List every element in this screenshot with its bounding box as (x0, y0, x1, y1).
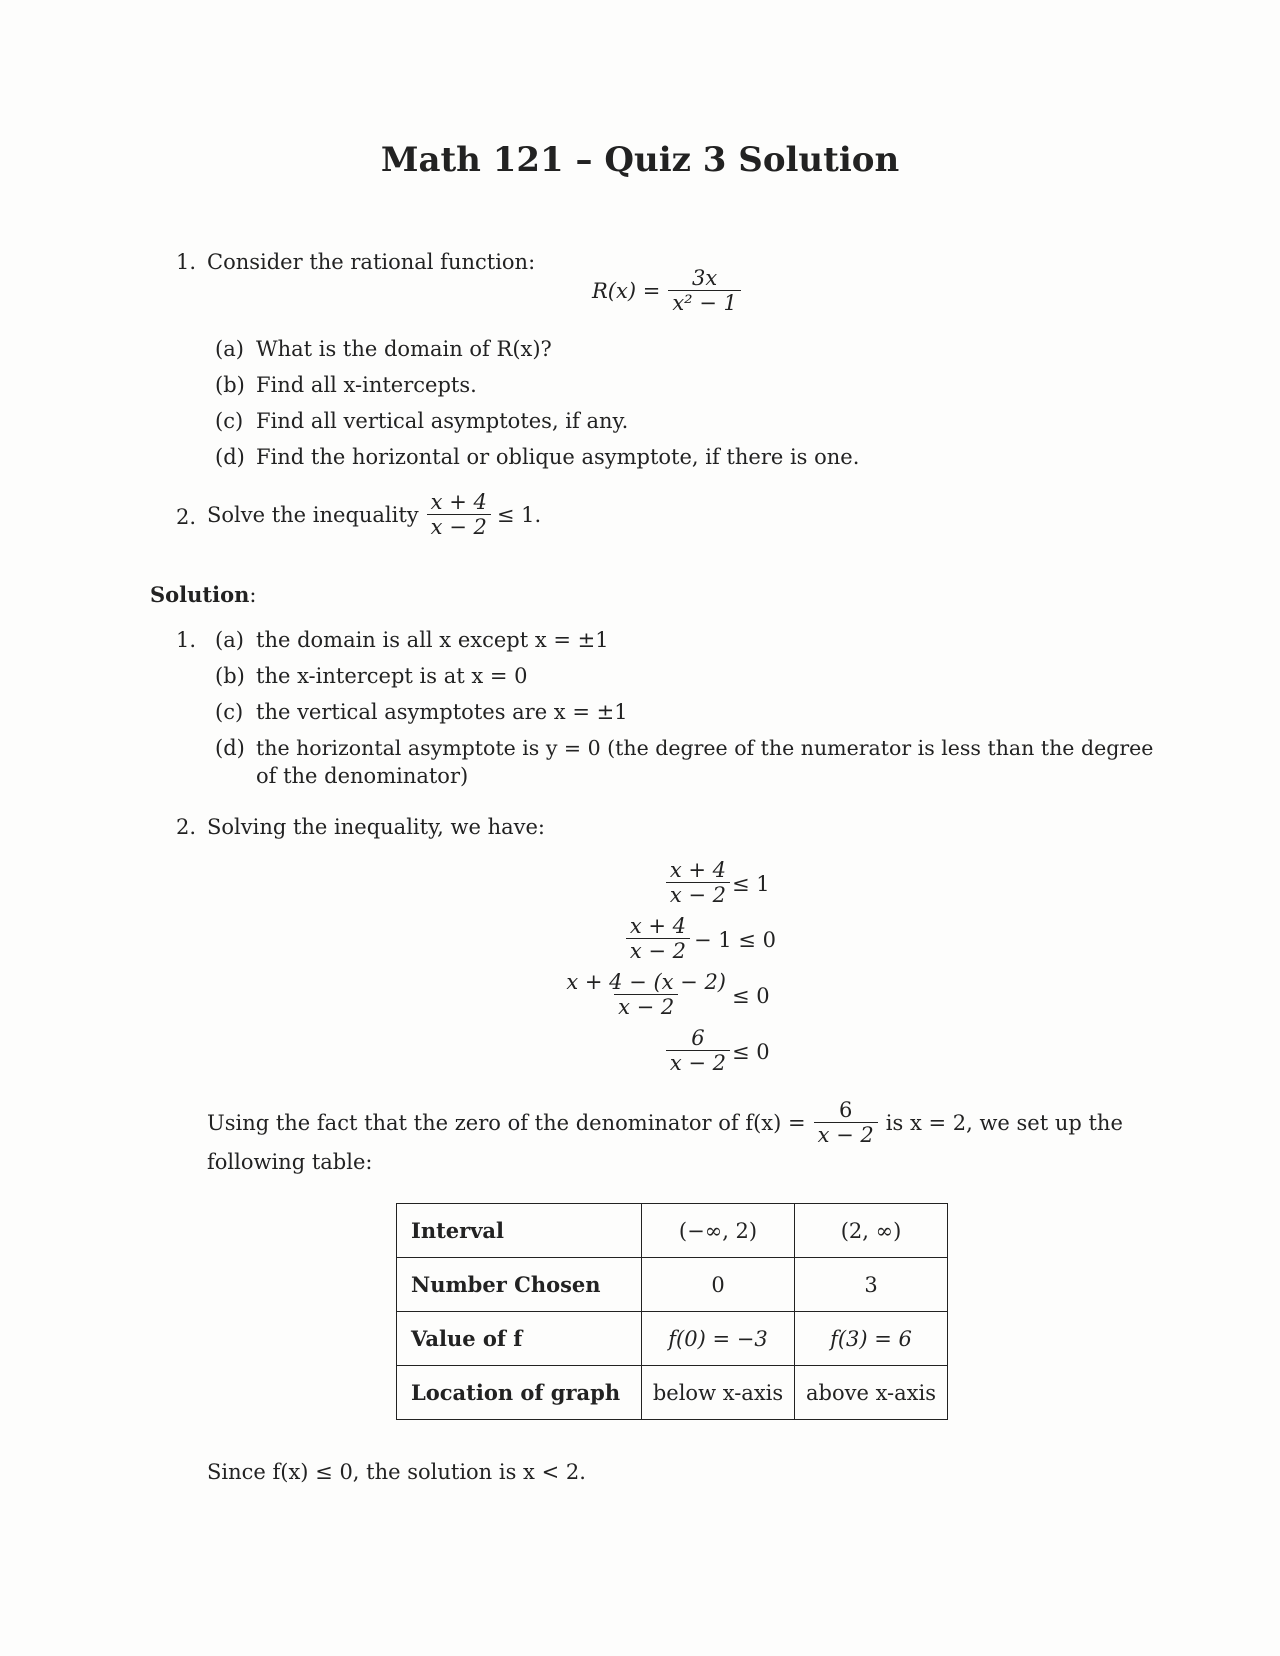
answer-label: (c) (215, 700, 244, 724)
rational-function-fraction (668, 266, 741, 315)
answer-text-continued: of the denominator) (256, 764, 469, 788)
fraction-numerator: x + 4 (629, 914, 686, 938)
problem-1-number: 1. (176, 250, 197, 274)
step-3-relation: ≤ 0 (732, 984, 770, 1008)
table-row (397, 1366, 948, 1420)
inequality-relation: ≤ 1. (496, 502, 542, 527)
fraction-numerator: 3x (691, 266, 718, 290)
problem-2-number: 2. (176, 505, 197, 529)
fraction-numerator: x + 4 − (x − 2) (566, 970, 726, 994)
fraction-numerator: 6 (691, 1026, 705, 1050)
problem-2-statement (207, 490, 541, 539)
page-title: Math 121 – Quiz 3 Solution (380, 140, 900, 180)
solution-heading: Solution (150, 582, 250, 607)
step-4-relation: ≤ 0 (732, 1040, 770, 1064)
row-header: Number Chosen (397, 1258, 642, 1312)
step-1-relation: ≤ 1 (732, 872, 770, 896)
rational-function-lhs: R(x) = (592, 278, 661, 303)
fraction-denominator: x − 2 (666, 882, 730, 907)
table-row (397, 1312, 948, 1366)
fraction-denominator: x − 2 (666, 1050, 730, 1075)
fraction-denominator: x − 2 (626, 938, 690, 963)
step-1-lhs (520, 858, 730, 907)
solution-1-number: 1. (176, 628, 197, 652)
answer-text: the horizontal asymptote is y = 0 (the degree of the numerator is less than the degree (256, 736, 1154, 760)
conclusion: Since f(x) ≤ 0, the solution is x < 2. (207, 1460, 586, 1484)
fact-pre: Using the fact that the zero of the denominator of f(x) = (207, 1110, 806, 1135)
answer-label: (d) (215, 736, 245, 760)
solution-colon: : (249, 583, 257, 607)
sign-table (396, 1203, 948, 1420)
solution-2-number: 2. (176, 815, 197, 839)
fraction-numerator: x + 4 (430, 490, 487, 514)
part-label: (d) (215, 445, 245, 469)
part-text: Find all vertical asymptotes, if any. (256, 409, 629, 433)
step-3-lhs (520, 970, 730, 1019)
fact-fraction (814, 1098, 878, 1147)
solution-2-text: Solving the inequality, we have: (207, 815, 545, 839)
problem-2-text: Solve the inequality (207, 502, 419, 527)
fact-sentence (207, 1098, 1123, 1147)
table-row (397, 1258, 948, 1312)
answer-label: (b) (215, 664, 245, 688)
fact-post: is x = 2, we set up the (885, 1110, 1123, 1135)
table-row (397, 1204, 948, 1258)
step-2-lhs (520, 914, 690, 963)
rational-function-display (592, 266, 741, 315)
table-cell: f(3) = 6 (795, 1312, 948, 1366)
fact-line-2: following table: (207, 1150, 373, 1174)
row-header: Interval (397, 1204, 642, 1258)
table-cell: below x-axis (642, 1366, 795, 1420)
table-cell: (2, ∞) (795, 1204, 948, 1258)
fraction-numerator: 6 (839, 1098, 853, 1122)
part-label: (c) (215, 409, 244, 433)
step-2-relation: − 1 ≤ 0 (694, 928, 776, 952)
part-text: What is the domain of R(x)? (256, 337, 552, 361)
fraction-denominator: x − 2 (814, 1122, 878, 1147)
solution-heading-wrap (150, 582, 256, 607)
part-text: Find the horizontal or oblique asymptote, if there is one. (256, 445, 860, 469)
table-cell: (−∞, 2) (642, 1204, 795, 1258)
part-text: Find all x-intercepts. (256, 373, 477, 397)
table-cell: above x-axis (795, 1366, 948, 1420)
fraction-denominator: x − 2 (614, 994, 678, 1019)
table-cell: f(0) = −3 (642, 1312, 795, 1366)
fraction-denominator: x − 2 (427, 514, 491, 539)
step-4-lhs (520, 1026, 730, 1075)
row-header: Location of graph (397, 1366, 642, 1420)
answer-text: the x-intercept is at x = 0 (256, 664, 528, 688)
problem-1-intro: Consider the rational function: (207, 250, 536, 274)
answer-text: the vertical asymptotes are x = ±1 (256, 700, 628, 724)
table-cell: 3 (795, 1258, 948, 1312)
part-label: (b) (215, 373, 245, 397)
table-cell: 0 (642, 1258, 795, 1312)
fraction-denominator: x² − 1 (668, 290, 741, 315)
answer-label: (a) (215, 628, 244, 652)
row-header: Value of f (397, 1312, 642, 1366)
part-label: (a) (215, 337, 244, 361)
fraction-numerator: x + 4 (669, 858, 726, 882)
inequality-fraction (427, 490, 491, 539)
answer-text: the domain is all x except x = ±1 (256, 628, 609, 652)
